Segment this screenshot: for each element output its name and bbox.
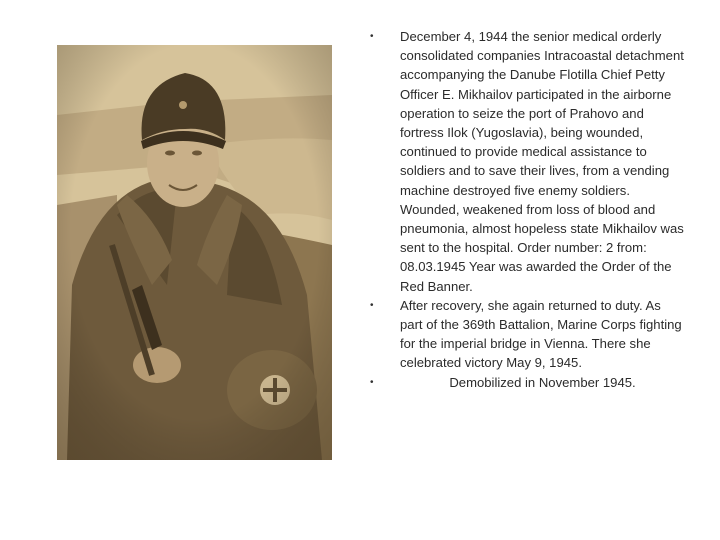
bullet-text: Demobilized in November 1945. — [449, 374, 636, 390]
bullet-marker: • — [370, 299, 374, 311]
bullet-marker: • — [370, 31, 374, 42]
bullet-marker: • — [370, 376, 374, 388]
bullet-item — [367, 296, 685, 373]
bullet-text: After recovery, she again returned to duty. As part of the 369th Battalion, Marine Corps fighting for the imperial bridge in Vienna. There she celebrated victory May 9, 1945. — [400, 297, 682, 371]
photo-illustration — [57, 45, 332, 460]
bullet-item — [367, 373, 685, 392]
bullet-item — [367, 27, 685, 296]
soldier-photo — [57, 45, 332, 460]
bullet-text: December 4, 1944 the senior medical orderly consolidated companies Intracoastal detachment accompanying the Danube Flotilla Chief Petty Officer E. Mikhailov participated in the airborne operation to seize the port of Prahovo and fortress Ilok (Yugoslavia), being wounded, continued to provide medical assistance to soldiers and to save their lives, from a vending machine destroyed five enemy soldiers. Wounded, weakened from loss of blood and pneumonia, almost hopeless state Mikhailov was sent to the hospital. Order number: 2 from: 08.03.1945 Year was awarded the Order of the Red Banner. — [400, 29, 684, 294]
bullet-list — [367, 27, 685, 392]
